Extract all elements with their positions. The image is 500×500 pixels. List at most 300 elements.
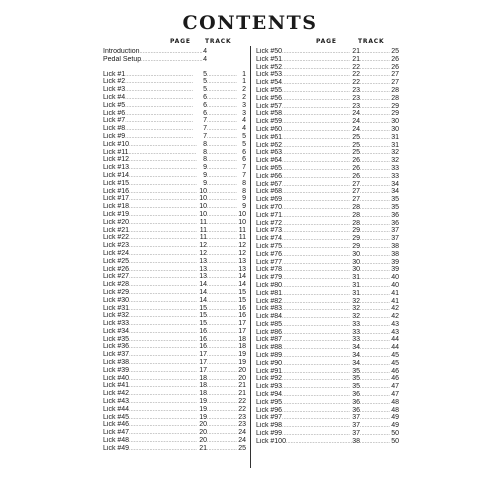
dot-leader <box>207 203 237 211</box>
entry-page: 31 <box>352 274 360 282</box>
entry-label: Lick #89 <box>256 352 283 360</box>
entry-track: 6 <box>242 156 246 164</box>
dot-leader <box>207 250 237 258</box>
entry-label: Lick #57 <box>256 102 283 110</box>
entry-page: 6 <box>203 109 207 117</box>
dot-leader <box>282 126 352 134</box>
dot-leader <box>207 406 237 414</box>
dot-leader <box>282 399 352 407</box>
left-track-header: TRACK <box>205 38 232 45</box>
entry-track: 27 <box>391 79 399 87</box>
dot-leader <box>360 196 390 204</box>
entry-track: 12 <box>238 242 246 250</box>
dot-leader <box>282 266 352 274</box>
entry-page: 27 <box>352 180 360 188</box>
entry-label: Lick #72 <box>256 219 283 227</box>
toc-entry <box>103 110 246 118</box>
dot-leader <box>282 227 352 235</box>
dot-leader <box>360 134 390 142</box>
dot-leader <box>282 79 352 87</box>
entry-page: 22 <box>352 71 360 79</box>
entry-page: 6 <box>203 93 207 101</box>
entry-track: 46 <box>391 375 399 383</box>
toc-entry <box>103 343 246 351</box>
entry-page: 10 <box>199 203 207 211</box>
entry-page: 28 <box>352 211 360 219</box>
entry-label: Lick #60 <box>256 125 283 133</box>
toc-entry <box>256 368 399 376</box>
toc-entry <box>103 149 246 157</box>
dot-leader <box>360 430 390 438</box>
dot-leader <box>360 414 390 422</box>
entry-track: 2 <box>242 93 246 101</box>
entry-track: 9 <box>242 203 246 211</box>
entry-label: Lick #49 <box>103 444 130 452</box>
toc-entry <box>256 383 399 391</box>
entry-label: Pedal Setup <box>103 55 142 63</box>
dot-leader <box>129 336 199 344</box>
entry-page: 15 <box>199 304 207 312</box>
entry-label: Lick #79 <box>256 274 283 282</box>
entry-page: 17 <box>199 366 207 374</box>
entry-page: 26 <box>352 172 360 180</box>
entry-label: Lick #47 <box>103 429 130 437</box>
toc-entry <box>256 103 399 111</box>
dot-leader <box>282 375 352 383</box>
toc-entry <box>256 235 399 243</box>
dot-leader <box>282 391 352 399</box>
dot-leader <box>129 445 199 453</box>
entry-label: Lick #13 <box>103 164 130 172</box>
toc-entry <box>256 220 399 228</box>
entry-page: 8 <box>203 140 207 148</box>
entry-label: Lick #90 <box>256 359 283 367</box>
entry-track: 11 <box>238 226 246 234</box>
entry-track: 19 <box>238 359 246 367</box>
entry-label: Lick #15 <box>103 179 130 187</box>
dot-leader <box>360 212 390 220</box>
entry-page: 4 <box>203 48 207 55</box>
entry-track: 15 <box>238 296 246 304</box>
dot-leader <box>207 211 237 219</box>
dot-leader <box>360 391 390 399</box>
entry-track: 8 <box>242 179 246 187</box>
dot-leader <box>360 149 390 157</box>
entry-track: 14 <box>238 281 246 289</box>
entry-label: Lick #45 <box>103 413 130 421</box>
dot-leader <box>129 149 204 157</box>
toc-entry <box>256 48 399 56</box>
entry-page: 10 <box>199 195 207 203</box>
toc-entry <box>256 227 399 235</box>
dot-leader <box>207 273 237 281</box>
dot-leader <box>282 165 352 173</box>
toc-entry <box>256 87 399 95</box>
dot-leader <box>360 375 390 383</box>
dot-leader <box>282 181 352 189</box>
dot-leader <box>129 359 199 367</box>
entry-label: Lick #32 <box>103 312 130 320</box>
toc-entry <box>256 329 399 337</box>
dot-leader <box>282 259 352 267</box>
dot-leader <box>125 133 203 141</box>
entry-page: 31 <box>352 281 360 289</box>
dot-leader <box>360 235 390 243</box>
entry-label: Lick #58 <box>256 110 283 118</box>
dot-leader <box>282 188 352 196</box>
dot-leader <box>207 390 237 398</box>
toc-entry <box>103 336 246 344</box>
entry-track: 50 <box>391 430 399 438</box>
entry-label: Lick #30 <box>103 296 130 304</box>
toc-entry <box>256 204 399 212</box>
toc-entry <box>103 382 246 390</box>
section-gap <box>103 64 246 71</box>
toc-entry <box>103 156 246 164</box>
toc-entry <box>256 399 399 407</box>
dot-leader <box>207 289 237 297</box>
entry-page: 14 <box>199 281 207 289</box>
dot-leader <box>282 305 352 313</box>
toc-entry <box>103 437 246 445</box>
entry-label: Lick #12 <box>103 156 130 164</box>
entry-label: Lick #78 <box>256 266 283 274</box>
entry-track: 49 <box>391 422 399 430</box>
entry-page: 29 <box>352 235 360 243</box>
dot-leader <box>360 204 390 212</box>
entry-label: Lick #61 <box>256 133 283 141</box>
toc-entry <box>256 422 399 430</box>
entry-label: Lick #17 <box>103 195 130 203</box>
dot-leader <box>282 414 352 422</box>
toc-entry <box>103 180 246 188</box>
dot-leader <box>282 329 352 337</box>
toc-entry <box>103 219 246 227</box>
toc-entry <box>103 164 246 172</box>
dot-leader <box>360 56 390 64</box>
toc-entry <box>256 298 399 306</box>
entry-page: 25 <box>352 149 360 157</box>
entry-label: Lick #100 <box>256 437 286 445</box>
entry-track: 23 <box>238 413 246 421</box>
entry-track: 19 <box>238 351 246 359</box>
dot-leader <box>129 281 199 289</box>
entry-track: 17 <box>238 327 246 335</box>
dot-leader <box>129 250 199 258</box>
right-page-header: PAGE <box>316 38 337 45</box>
dot-leader <box>207 164 237 172</box>
entry-page: 5 <box>203 78 207 86</box>
entry-track: 31 <box>391 133 399 141</box>
toc-entry <box>256 352 399 360</box>
toc-entry <box>103 398 246 406</box>
toc-entry <box>103 273 246 281</box>
entry-page: 9 <box>203 164 207 172</box>
entry-label: Lick #31 <box>103 304 130 312</box>
toc-entry <box>103 414 246 422</box>
entry-page: 21 <box>352 48 360 55</box>
entry-track: 30 <box>391 125 399 133</box>
toc-entry <box>103 242 246 250</box>
dot-leader <box>207 351 237 359</box>
entry-label: Lick #55 <box>256 86 283 94</box>
toc-entry <box>103 94 246 102</box>
dot-leader <box>125 110 203 118</box>
entry-page: 13 <box>199 273 207 281</box>
entry-track: 39 <box>391 266 399 274</box>
dot-leader <box>207 149 237 157</box>
toc-entry <box>103 406 246 414</box>
entry-page: 33 <box>352 328 360 336</box>
dot-leader <box>282 336 352 344</box>
dot-leader <box>360 126 390 134</box>
entry-track: 21 <box>238 390 246 398</box>
entry-page: 10 <box>199 210 207 218</box>
dot-leader <box>125 71 203 79</box>
toc-entry <box>103 390 246 398</box>
toc-entry <box>256 173 399 181</box>
entry-label: Lick #71 <box>256 211 283 219</box>
toc-entry <box>103 312 246 320</box>
entry-label: Lick #54 <box>256 79 283 87</box>
entry-page: 21 <box>352 55 360 63</box>
entry-label: Lick #91 <box>256 367 283 375</box>
dot-leader <box>360 173 390 181</box>
toc-entry <box>103 188 246 196</box>
dot-leader <box>207 117 237 125</box>
dot-leader <box>282 407 352 415</box>
toc-entry <box>103 172 246 180</box>
toc-entry <box>256 391 399 399</box>
entry-track: 35 <box>391 203 399 211</box>
dot-leader <box>360 368 390 376</box>
entry-label: Lick #39 <box>103 366 130 374</box>
entry-label: Lick #50 <box>256 48 283 55</box>
entry-page: 28 <box>352 219 360 227</box>
entry-track: 45 <box>391 359 399 367</box>
entry-track: 10 <box>238 210 246 218</box>
entry-track: 36 <box>391 219 399 227</box>
dot-leader <box>282 149 352 157</box>
dot-leader <box>282 274 352 282</box>
dot-leader <box>207 110 237 118</box>
entry-label: Lick #25 <box>103 257 130 265</box>
dot-leader <box>129 351 199 359</box>
toc-entry <box>256 149 399 157</box>
dot-leader <box>360 259 390 267</box>
dot-leader <box>207 359 237 367</box>
entry-label: Lick #97 <box>256 414 283 422</box>
dot-leader <box>129 375 199 383</box>
toc-entry <box>256 375 399 383</box>
toc-entry <box>256 290 399 298</box>
dot-leader <box>360 290 390 298</box>
dot-leader <box>207 336 237 344</box>
toc-entry <box>103 250 246 258</box>
entry-track: 28 <box>391 86 399 94</box>
dot-leader <box>360 220 390 228</box>
toc-entry <box>256 165 399 173</box>
dot-leader <box>282 290 352 298</box>
entry-page: 18 <box>199 382 207 390</box>
entry-track: 14 <box>238 273 246 281</box>
entry-track: 41 <box>391 289 399 297</box>
dot-leader <box>360 95 390 103</box>
dot-leader <box>360 87 390 95</box>
entry-label: Lick #70 <box>256 203 283 211</box>
dot-leader <box>360 336 390 344</box>
entry-page: 25 <box>352 133 360 141</box>
dot-leader <box>125 125 203 133</box>
entry-label: Lick #93 <box>256 383 283 391</box>
dot-leader <box>282 383 352 391</box>
dot-leader <box>207 188 237 196</box>
entry-page: 29 <box>352 242 360 250</box>
dot-leader <box>129 258 199 266</box>
toc-entry <box>103 56 246 64</box>
dot-leader <box>125 117 203 125</box>
toc-entry <box>256 266 399 274</box>
dot-leader <box>282 142 352 150</box>
dot-leader <box>282 344 352 352</box>
toc-entry <box>103 48 246 56</box>
toc-entry <box>103 266 246 274</box>
contents-column-right <box>256 48 399 446</box>
entry-track: 45 <box>391 352 399 360</box>
toc-entry <box>256 274 399 282</box>
toc-entry <box>103 86 246 94</box>
entry-track: 28 <box>391 94 399 102</box>
toc-entry <box>103 429 246 437</box>
contents-column-left <box>103 48 246 453</box>
toc-entry <box>256 321 399 329</box>
dot-leader <box>282 204 352 212</box>
entry-track: 26 <box>391 63 399 71</box>
dot-leader <box>207 281 237 289</box>
entry-page: 37 <box>352 414 360 422</box>
entry-track: 18 <box>238 335 246 343</box>
column-divider <box>250 46 251 468</box>
dot-leader <box>282 282 352 290</box>
entry-label: Lick #19 <box>103 210 130 218</box>
dot-leader <box>282 134 352 142</box>
toc-entry <box>256 110 399 118</box>
entry-track: 12 <box>238 249 246 257</box>
entry-track: 24 <box>238 437 246 445</box>
entry-track: 32 <box>391 149 399 157</box>
toc-entry <box>103 203 246 211</box>
dot-leader <box>282 64 352 72</box>
entry-page: 35 <box>352 375 360 383</box>
dot-leader <box>207 195 237 203</box>
dot-leader <box>129 414 199 422</box>
entry-label: Lick #76 <box>256 250 283 258</box>
entry-track: 32 <box>391 157 399 165</box>
entry-track: 37 <box>391 227 399 235</box>
entry-track: 39 <box>391 258 399 266</box>
entry-label: Lick #81 <box>256 289 283 297</box>
entry-page: 34 <box>352 344 360 352</box>
entry-page: 16 <box>199 327 207 335</box>
toc-entry <box>256 188 399 196</box>
entry-label: Lick #74 <box>256 235 283 243</box>
entry-track: 8 <box>242 187 246 195</box>
page-title: CONTENTS <box>182 12 318 34</box>
entry-page: 16 <box>199 335 207 343</box>
dot-leader <box>360 64 390 72</box>
entry-label: Lick #84 <box>256 313 283 321</box>
toc-entry <box>256 142 399 150</box>
entry-track: 5 <box>242 140 246 148</box>
toc-entry <box>103 351 246 359</box>
dot-leader <box>360 165 390 173</box>
dot-leader <box>207 180 237 188</box>
dot-leader <box>140 48 204 56</box>
dot-leader <box>282 430 352 438</box>
toc-entry <box>256 71 399 79</box>
dot-leader <box>360 422 390 430</box>
entry-track: 46 <box>391 367 399 375</box>
dot-leader <box>129 421 199 429</box>
entry-label: Lick #99 <box>256 430 283 438</box>
dot-leader <box>207 328 237 336</box>
entry-label: Lick #10 <box>103 140 130 148</box>
dot-leader <box>360 399 390 407</box>
dot-leader <box>207 172 237 180</box>
entry-page: 4 <box>203 55 207 63</box>
entry-label: Lick #2 <box>103 78 126 86</box>
toc-entry <box>103 78 246 86</box>
entry-label: Lick #59 <box>256 118 283 126</box>
entry-page: 23 <box>352 102 360 110</box>
toc-entry <box>103 367 246 375</box>
dot-leader <box>129 429 199 437</box>
entry-page: 33 <box>352 320 360 328</box>
dot-leader <box>129 266 199 274</box>
entry-track: 18 <box>238 343 246 351</box>
entry-label: Lick #83 <box>256 305 283 313</box>
entry-label: Lick #1 <box>103 70 126 78</box>
entry-label: Lick #4 <box>103 93 126 101</box>
entry-page: 14 <box>199 296 207 304</box>
dot-leader <box>360 383 390 391</box>
entry-page: 17 <box>199 351 207 359</box>
dot-leader <box>282 118 352 126</box>
entry-label: Lick #77 <box>256 258 283 266</box>
toc-entry <box>256 313 399 321</box>
dot-leader <box>282 157 352 165</box>
entry-page: 22 <box>352 63 360 71</box>
entry-label: Lick #69 <box>256 196 283 204</box>
entry-track: 1 <box>242 70 246 78</box>
dot-leader <box>360 142 390 150</box>
toc-entry <box>103 375 246 383</box>
dot-leader <box>207 71 237 79</box>
entry-page: 5 <box>203 70 207 78</box>
dot-leader <box>129 273 199 281</box>
entry-track: 40 <box>391 281 399 289</box>
entry-track: 25 <box>391 48 399 55</box>
entry-label: Lick #63 <box>256 149 283 157</box>
entry-track: 29 <box>391 110 399 118</box>
entry-track: 13 <box>238 265 246 273</box>
dot-leader <box>207 86 237 94</box>
dot-leader <box>207 102 237 110</box>
dot-leader <box>282 368 352 376</box>
entry-track: 36 <box>391 211 399 219</box>
dot-leader <box>129 343 199 351</box>
dot-leader <box>207 94 237 102</box>
